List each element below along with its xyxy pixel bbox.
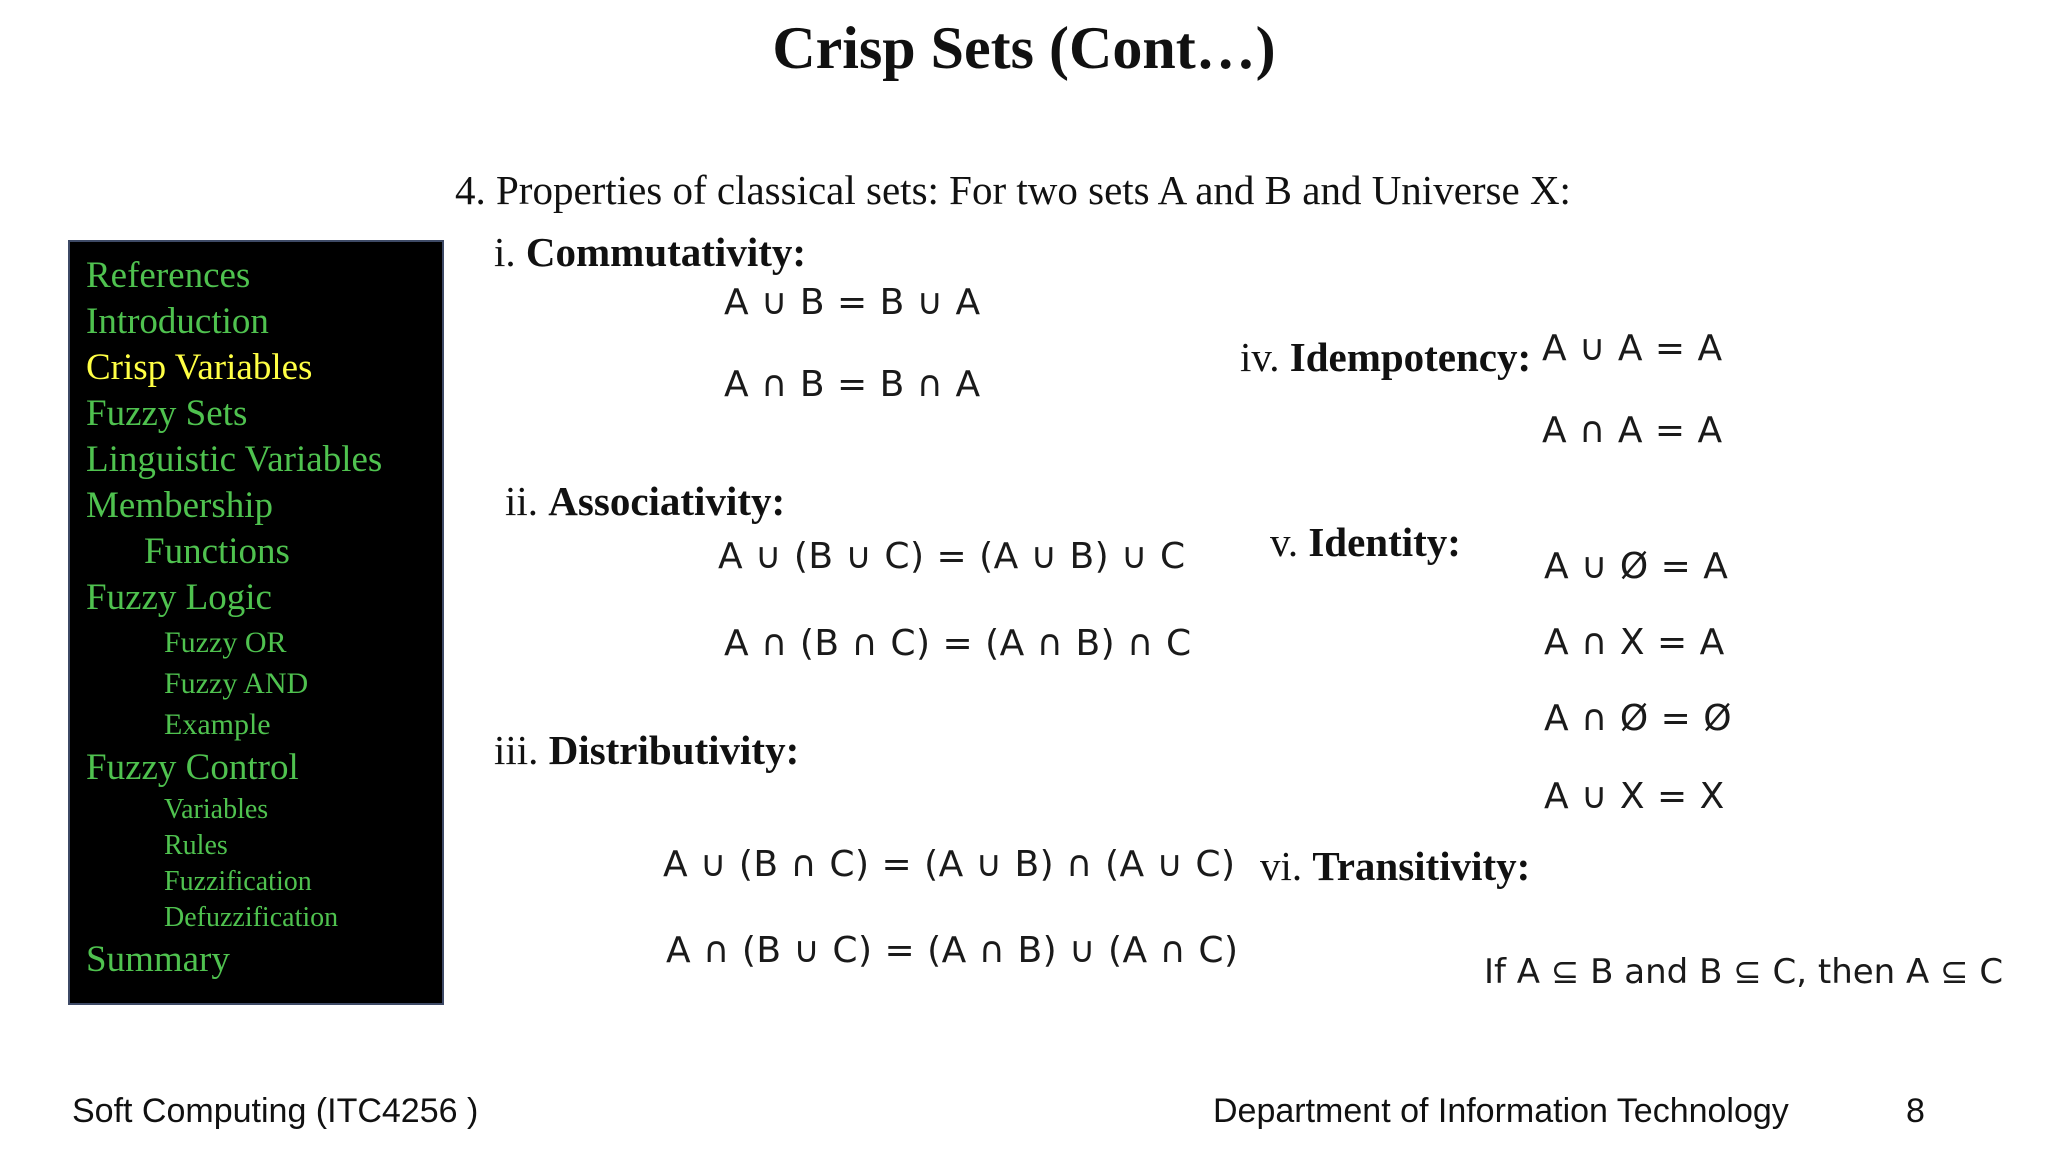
distributivity-heading: iii. Distributivity: [494,727,800,773]
identity-formula-3: A ∩ Ø = Ø [1544,698,1733,739]
nav-item-crisp-variables[interactable]: Crisp Variables [86,347,313,388]
identity-formula-2: A ∩ X = A [1544,622,1725,663]
distributivity-union-formula: A ∪ (B ∩ C) = (A ∪ B) ∩ (A ∪ C) [663,844,1236,885]
nav-item-introduction[interactable]: Introduction [86,301,269,342]
transitivity-formula: If A ⊆ B and B ⊆ C, then A ⊆ C [1484,952,2004,992]
sidebar-navigation [68,240,444,1005]
associativity-intersection-formula: A ∩ (B ∩ C) = (A ∩ B) ∩ C [724,623,1192,664]
footer-department: Department of Information Technology [1213,1092,1789,1130]
nav-item-membership[interactable]: Membership [86,485,274,526]
nav-item-summary[interactable]: Summary [86,939,230,980]
distributivity-intersection-formula: A ∩ (B ∪ C) = (A ∩ B) ∪ (A ∩ C) [666,930,1239,971]
slide-title: Crisp Sets (Cont…) [772,15,1276,81]
associativity-heading: ii. Associativity: [505,478,786,524]
nav-item-fuzzy-control[interactable]: Fuzzy Control [86,747,299,788]
commutativity-heading: i. Commutativity: [494,229,807,275]
nav-item-fuzzy-logic[interactable]: Fuzzy Logic [86,577,272,618]
idempotency-intersection-formula: A ∩ A = A [1542,410,1723,451]
commutativity-intersection-formula: A ∩ B = B ∩ A [724,364,981,405]
properties-heading: 4. Properties of classical sets: For two sets A and B and Universe X: [455,167,1571,213]
footer-course: Soft Computing (ITC4256 ) [72,1092,479,1130]
identity-formula-1: A ∪ Ø = A [1544,546,1729,587]
nav-item-rules[interactable]: Rules [164,830,228,861]
idempotency-heading: iv. Idempotency: [1240,334,1532,380]
nav-item-defuzzification[interactable]: Defuzzification [164,902,339,933]
nav-item-fuzzification[interactable]: Fuzzification [164,866,312,897]
nav-item-fuzzy-and[interactable]: Fuzzy AND [164,667,309,700]
nav-item-fuzzy-sets[interactable]: Fuzzy Sets [86,393,248,434]
nav-item-functions[interactable]: Functions [144,531,290,572]
associativity-union-formula: A ∪ (B ∪ C) = (A ∪ B) ∪ C [718,536,1186,577]
identity-formula-4: A ∪ X = X [1544,776,1725,817]
nav-item-example[interactable]: Example [164,708,271,741]
nav-item-variables[interactable]: Variables [164,794,269,825]
idempotency-union-formula: A ∪ A = A [1542,328,1723,369]
nav-item-fuzzy-or[interactable]: Fuzzy OR [164,626,287,659]
transitivity-heading: vi. Transitivity: [1260,843,1531,889]
nav-item-linguistic-variables[interactable]: Linguistic Variables [86,439,383,480]
nav-item-references[interactable]: References [86,255,251,296]
page-number: 8 [1906,1092,1925,1130]
identity-heading: v. Identity: [1270,519,1461,565]
commutativity-union-formula: A ∪ B = B ∪ A [724,282,981,323]
